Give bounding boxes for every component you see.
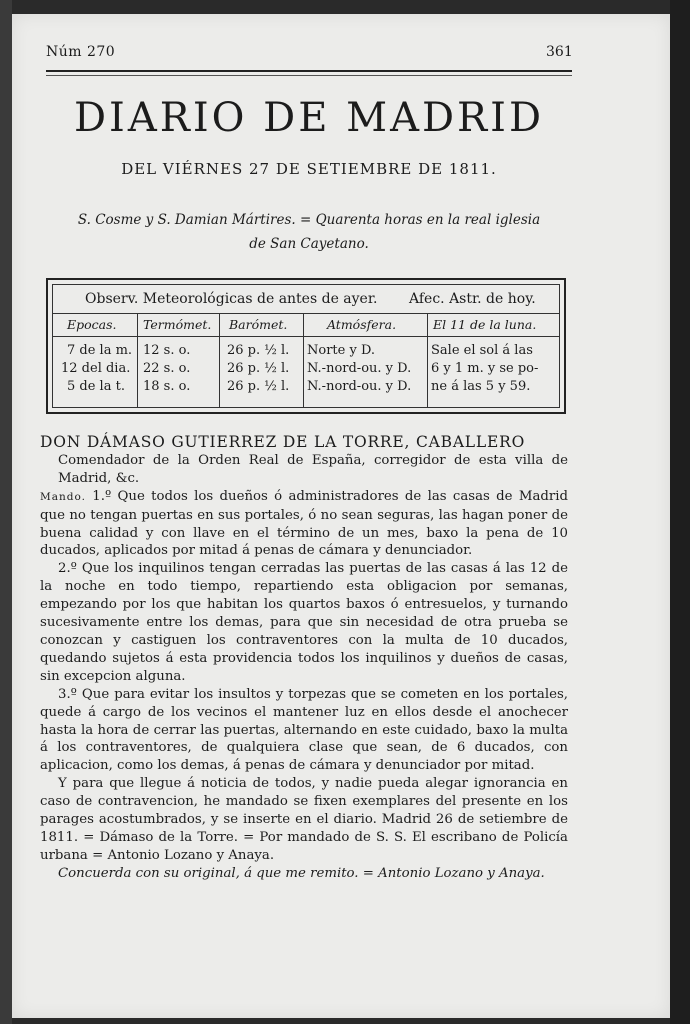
article-paragraph-4: Y para que llegue á noticia de todos, y nadie pueda alegar ignorancia en caso de contravencion, he mandado se fixen exemplares del presente en los parages acostumbrados, y se inserte en el diario. Madrid 26 de setiembre de 1811. = Dámaso de la Torre. = Por mandado de S. S. El escribano de Policía urbana = Antonio Lozano y Anaya. [40, 776, 568, 863]
table-column-divider [427, 313, 428, 407]
header-rule-thin [46, 75, 572, 76]
table-cell: Norte y D. [307, 343, 376, 358]
table-column-divider [303, 313, 304, 407]
article-paragraph-1 [40, 488, 568, 561]
table-cell: Sale el sol á las [431, 343, 533, 358]
saints-notice [46, 208, 572, 256]
column-header-barometro: Barómet. [229, 317, 288, 332]
article-heading: DON DÁMASO GUTIERREZ DE LA TORRE, CABALLERO [40, 433, 526, 451]
dateline: DEL VIÉRNES 27 DE SETIEMBRE DE 1811. [121, 160, 497, 178]
table-cell: 6 y 1 m. y se po- [431, 361, 539, 376]
table-cell: 18 s. o. [143, 379, 191, 394]
table-cell: 12 del dia. [61, 361, 131, 376]
article-paragraph-3: 3.º Que para evitar los insultos y torpezas que se cometen en los portales, quede á cargo de los vecinos el mantener luz en ellos desde el anochecer hasta la hora de cerrar las puertas, alternando en este cuidado, baxo la multa á los contraventores, de qualquiera clase que sean, de 6 ducados, con aplicacion, como los demas, á penas de cámara y denunciador por mitad. [40, 686, 568, 774]
column-header-epocas: Epocas. [67, 317, 117, 332]
article-subheading: Comendador de la Orden Real de España, corregidor de esta villa de Madrid, &c. [58, 452, 568, 486]
table-rule [53, 336, 559, 337]
article-paragraph-2: 2.º Que los inquilinos tengan cerradas las puertas de las casas á las 12 de la noche en todo tiempo, repartiendo esta obligacion por semanas, empezando por los que habitan los quartos baxos ó entresuelos, y turnando sucesivamente entre los demas, para que sin necesidad de otra prueba se conozcan y castiguen los contraventores con la multa de 10 ducados, quedando sujetos á esta providencia todos los inquilinos y dueños de casas, sin excepcion alguna. [40, 561, 568, 684]
masthead-title: DIARIO DE MADRID [73, 95, 545, 141]
table-rule [53, 313, 559, 314]
column-header-luna: El 11 de la luna. [433, 317, 537, 332]
article-closing: Concuerda con su original, á que me remito. = Antonio Lozano y Anaya. [58, 865, 545, 881]
page-left-edge [0, 0, 12, 1024]
table-cell: 26 p. ½ l. [227, 343, 290, 358]
table-cell: 12 s. o. [143, 343, 191, 358]
table-cell: 22 s. o. [143, 361, 191, 376]
page-number: 361 [546, 44, 573, 60]
paragraph-1-text: 1.º Que todos los dueños ó administradores de las casas de Madrid que no tengan puertas en sus portales, ó no sean seguras, las hagan poner de buena calidad y con llave en el término de un mes, baxo la pena de 10 ducados, aplicados por mitad á penas de cámara y denunciador. [40, 488, 569, 559]
article-body [40, 434, 568, 883]
issue-number: Núm 270 [46, 44, 116, 60]
table-cell: 26 p. ½ l. [227, 361, 290, 376]
astronomy-title: Afec. Astr. de hoy. [409, 291, 536, 307]
saints-line-2: de San Cayetano. [249, 236, 369, 252]
table-column-divider [137, 313, 138, 407]
mando-label: Mando. [40, 490, 86, 503]
header-rule [46, 70, 572, 72]
table-column-divider [219, 313, 220, 407]
meteorology-title: Observ. Meteorológicas de antes de ayer. [85, 291, 378, 307]
column-header-atmosfera: Atmósfera. [327, 317, 397, 332]
page-right-edge [670, 0, 690, 1024]
table-cell: 7 de la m. [67, 343, 133, 358]
table-cell: N.-nord-ou. y D. [307, 379, 412, 394]
meteorology-table [46, 278, 566, 414]
table-cell: ne á las 5 y 59. [431, 379, 531, 394]
table-cell: 5 de la t. [67, 379, 125, 394]
saints-line-1: S. Cosme y S. Damian Mártires. = Quarenta horas en la real iglesia [77, 212, 541, 228]
meteorology-inner-frame [52, 284, 560, 408]
table-cell: N.-nord-ou. y D. [307, 361, 412, 376]
column-header-termometro: Termómet. [143, 317, 212, 332]
table-cell: 26 p. ½ l. [227, 379, 290, 394]
